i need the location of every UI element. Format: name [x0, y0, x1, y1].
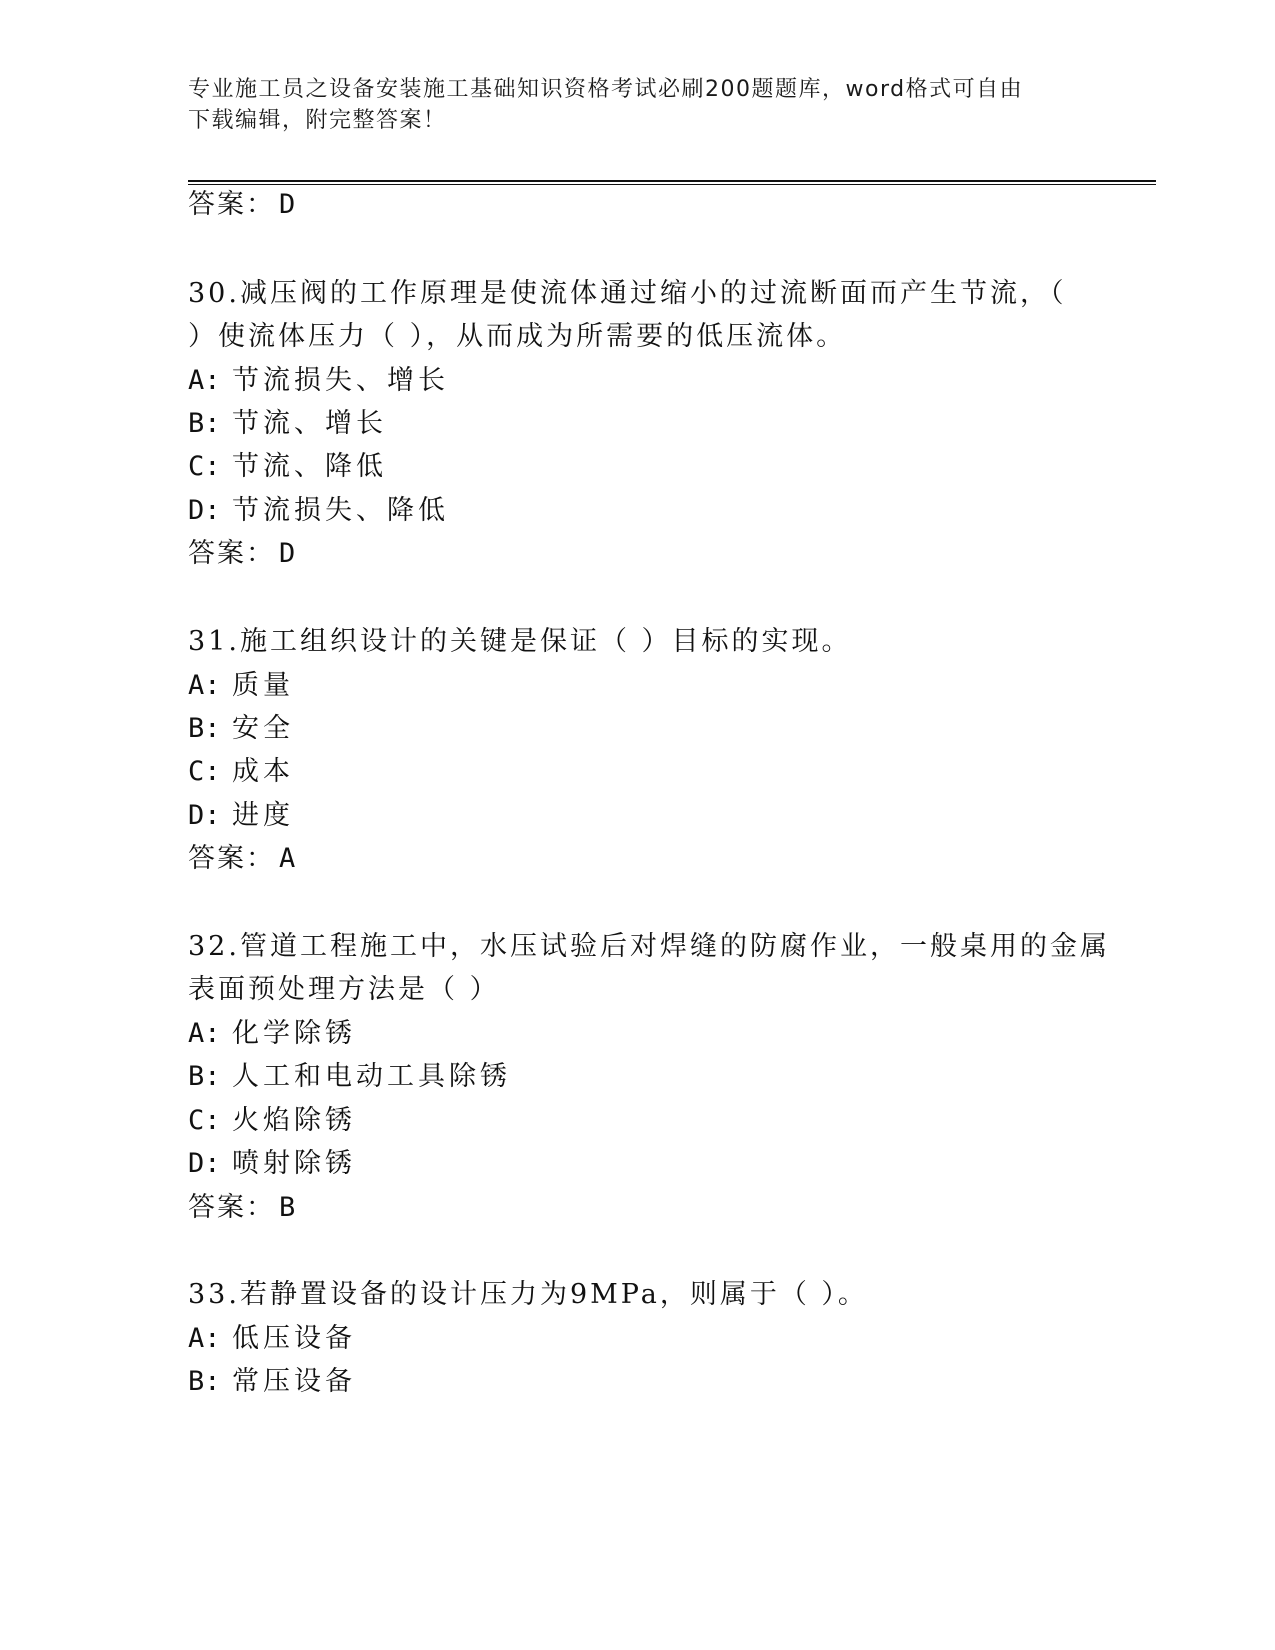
option-key: C:	[188, 451, 221, 482]
option-key: C:	[188, 1105, 221, 1136]
option-key: B:	[188, 1366, 221, 1397]
option-key: A:	[188, 365, 221, 396]
option-key: B:	[188, 1061, 221, 1092]
option-text: 成本	[232, 756, 294, 787]
option-text: 喷射除锈	[232, 1148, 356, 1179]
option-text: 节流损失、降低	[232, 495, 449, 526]
question-32-option-b	[188, 1060, 511, 1094]
option-key: A:	[188, 1323, 221, 1354]
question-30-option-c	[188, 450, 387, 484]
question-31-option-a	[188, 669, 294, 703]
question-30-option-a	[188, 364, 449, 398]
answer-value: B	[279, 1192, 296, 1223]
prev-answer	[188, 188, 295, 222]
option-text: 人工和电动工具除锈	[232, 1061, 511, 1092]
answer-label: 答案：	[188, 189, 275, 220]
page-header	[188, 74, 1088, 136]
question-30-option-d	[188, 494, 449, 528]
option-key: B:	[188, 408, 221, 439]
question-32-option-c	[188, 1104, 356, 1138]
question-31-line-1: 31.施工组织设计的关键是保证（ ）目标的实现。	[188, 626, 852, 657]
option-text: 节流、降低	[232, 451, 387, 482]
answer-value: D	[279, 538, 296, 569]
answer-value: D	[279, 189, 296, 220]
question-30-line-1: 30.减压阀的工作原理是使流体通过缩小的过流断面而产生节流，（	[188, 278, 1067, 309]
option-text: 节流、增长	[232, 408, 387, 439]
question-31-option-d	[188, 799, 294, 833]
question-33-option-a	[188, 1322, 356, 1356]
option-text: 低压设备	[232, 1323, 356, 1354]
question-30-line-2: ）使流体压力（ ），从而成为所需要的低压流体。	[188, 321, 847, 352]
option-key: D:	[188, 495, 221, 526]
option-key: A:	[188, 670, 221, 701]
answer-value: A	[279, 843, 296, 874]
question-31-option-b	[188, 712, 294, 746]
question-33-line-1: 33.若静置设备的设计压力为9MPa，则属于（ ）。	[188, 1279, 868, 1310]
question-32-line-2: 表面预处理方法是（ ）	[188, 974, 500, 1005]
question-32-line-1: 32.管道工程施工中，水压试验后对焊缝的防腐作业，一般桌用的金属	[188, 931, 1110, 962]
option-text: 质量	[232, 670, 294, 701]
header-divider	[188, 180, 1156, 182]
header-line-1: 专业施工员之设备安装施工基础知识资格考试必刷200题题库，word格式可自由	[188, 77, 1024, 102]
option-text: 节流损失、增长	[232, 365, 449, 396]
option-text: 化学除锈	[232, 1018, 356, 1049]
option-text: 常压设备	[232, 1366, 356, 1397]
question-30-option-b	[188, 407, 387, 441]
header-line-2: 下载编辑，附完整答案！	[188, 108, 447, 133]
header-divider-thin	[188, 184, 1156, 185]
question-31-option-c	[188, 755, 294, 789]
option-key: C:	[188, 756, 221, 787]
option-text: 进度	[232, 800, 294, 831]
question-32-option-a	[188, 1017, 356, 1051]
answer-label: 答案：	[188, 538, 275, 569]
question-31-answer	[188, 842, 295, 876]
option-text: 安全	[232, 713, 294, 744]
option-key: A:	[188, 1018, 221, 1049]
option-key: B:	[188, 713, 221, 744]
question-32-option-d	[188, 1147, 356, 1181]
question-32-answer	[188, 1191, 295, 1225]
option-key: D:	[188, 800, 221, 831]
option-key: D:	[188, 1148, 221, 1179]
answer-label: 答案：	[188, 1192, 275, 1223]
question-30-answer	[188, 537, 295, 571]
question-33-option-b	[188, 1365, 356, 1399]
answer-label: 答案：	[188, 843, 275, 874]
option-text: 火焰除锈	[232, 1105, 356, 1136]
